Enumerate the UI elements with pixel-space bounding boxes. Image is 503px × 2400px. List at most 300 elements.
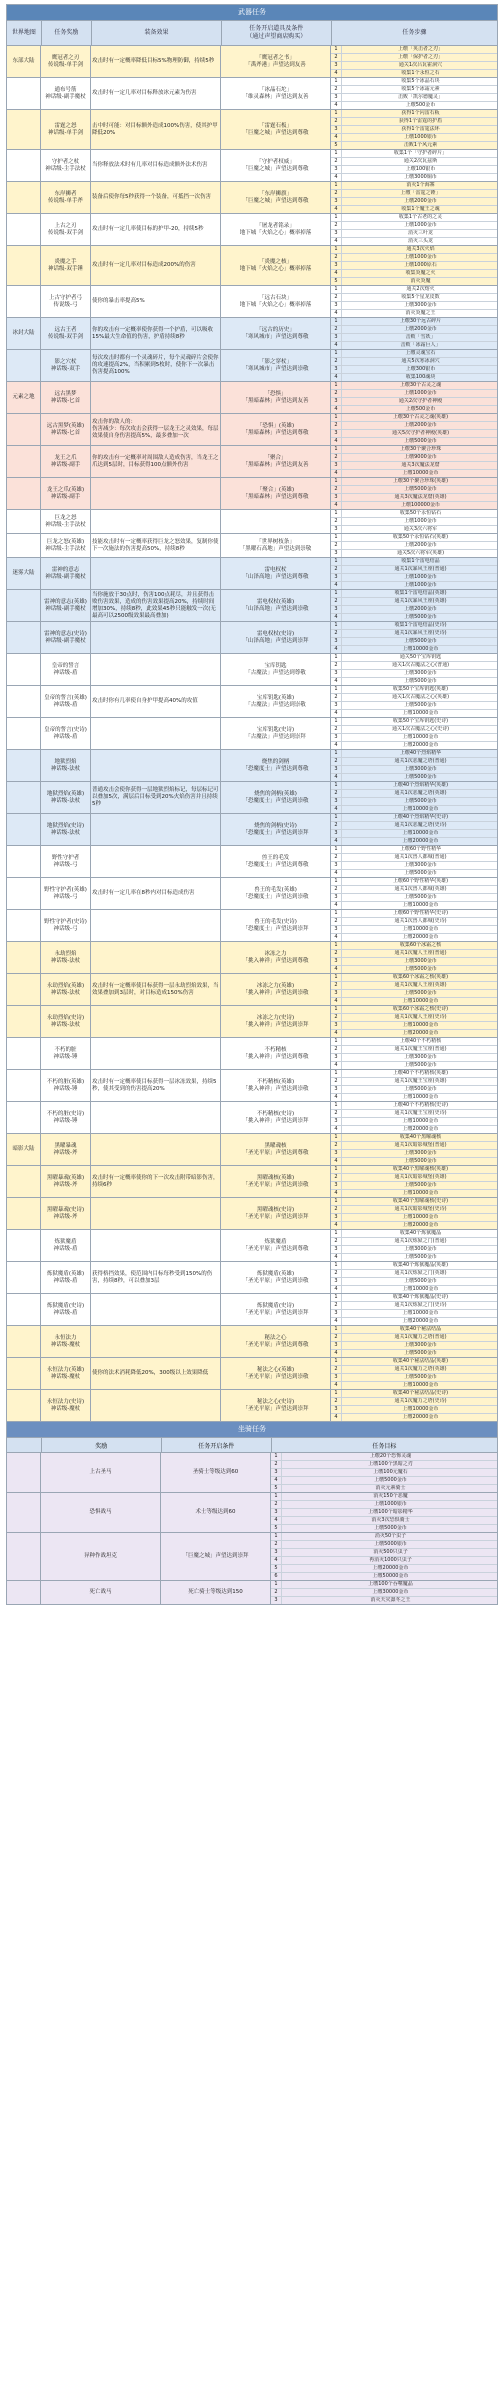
step-text: 上缴5000银币 (374, 1541, 407, 1547)
step-number: 4 (331, 174, 342, 181)
step-item (331, 454, 497, 462)
step-number: 4 (331, 1286, 342, 1293)
step-text: 上缴3000金币 (404, 670, 437, 676)
mount-row (7, 1533, 498, 1581)
effect-cell: 使你的法术消耗降低20%，300级以上效果降低 (91, 1358, 221, 1389)
step-number: 3 (331, 702, 342, 709)
condition-cell: 「冰晶石坨」 「维灵森林」声望达到友善 (221, 78, 331, 109)
step-item (331, 270, 497, 278)
step-number: 1 (331, 478, 342, 485)
world-cell (7, 814, 41, 845)
step-number: 4 (331, 582, 342, 589)
mount-condition-cell: 圣骑士等级达到60 (161, 1453, 271, 1492)
step-text: 上缴100银币 (405, 166, 436, 172)
step-item (331, 1038, 497, 1046)
step-number: 3 (331, 606, 342, 613)
step-item (331, 302, 497, 310)
step-text: 上缴10000金币 (402, 1310, 439, 1316)
step-text: 上缴1000金币 (404, 254, 437, 260)
step-text: 通关5次寒冰洞穴 (401, 358, 440, 364)
step-item (331, 590, 497, 598)
step-number: 3 (331, 462, 342, 469)
world-cell (7, 1102, 41, 1133)
step-number: 4 (331, 1222, 342, 1229)
condition-cell: 秘法之心(史诗) 「圣光平原」声望达到崇拜 (221, 1390, 331, 1421)
steps-cell (331, 150, 498, 181)
step-text: 上缴20个恐怖灵魂 (369, 1453, 412, 1459)
step-text: 获得1个闪雷石板 (401, 110, 440, 116)
reward-cell: 远古黑梦(英雄) 神话级-匕首 (41, 414, 91, 445)
reward-cell: 巨龙之怒(英雄) 神话级-主手法杖 (41, 534, 91, 557)
step-text: 上缴3000金币 (404, 1246, 437, 1252)
step-text: 上缴10000金币 (402, 926, 439, 932)
step-item (331, 574, 497, 582)
condition-cell: 烧焦的剑柄(英雄) 「恐魔度士」声望达到崇敬 (221, 782, 331, 813)
world-cell: 迷雾大陆 (7, 558, 41, 589)
table-row (7, 46, 498, 78)
step-item (331, 326, 497, 334)
step-item (331, 710, 497, 717)
step-number: 4 (331, 678, 342, 685)
step-number: 4 (331, 870, 342, 877)
step-number: 3 (331, 126, 342, 133)
step-text: 上缴5000金币 (404, 798, 437, 804)
step-item (271, 1581, 497, 1589)
reward-cell: 通布号筋 神话级-副手魔杖 (41, 78, 91, 109)
condition-cell: 炼狱魔盾(英雄) 「圣光平原」声望达到崇敬 (221, 1262, 331, 1293)
step-number: 2 (331, 390, 342, 397)
world-cell (7, 910, 41, 941)
step-text: 上缴9000金币 (404, 454, 437, 460)
effect-cell: 每次攻击时都有一个灵魂碎片，每个灵魂碎片会使你的攻速提高2%，当积累到5枚时，使你下一次暴击伤害提高100% (91, 350, 221, 381)
step-text: 上缴30个聚合珍珠(英雄) (392, 478, 449, 484)
step-text: 上缴3000金币 (404, 766, 437, 772)
mount-reward-cell: 上古圣马 (41, 1453, 161, 1492)
condition-cell: 兽王的毛发(史诗) 「恐魔度士」声望达到崇拜 (221, 910, 331, 941)
step-number: 1 (331, 942, 342, 949)
step-item (331, 390, 497, 398)
step-item (331, 1278, 497, 1286)
step-item (331, 550, 497, 557)
step-text: 上缴5000金币 (404, 1350, 437, 1356)
reward-cell: 雷霆之怒 神话级-单手剑 (41, 110, 91, 149)
step-item (271, 1477, 497, 1485)
mount-blank-cell (7, 1493, 41, 1532)
steps-cell (331, 46, 498, 77)
mount-steps-cell (271, 1493, 498, 1532)
effect-cell: 攻击你的敌人的： 伤害减少：每次攻击会获得一层龙王之灵效果，每层效果使自身伤害提高5%，最多叠加一次 (91, 414, 221, 445)
world-cell (7, 1294, 41, 1325)
step-item (331, 46, 497, 54)
effect-cell: 当你释放法术时有几率对目标造成额外法术伤害 (91, 150, 221, 181)
world-cell (7, 942, 41, 973)
step-number: 3 (331, 1118, 342, 1125)
table-row (7, 558, 498, 590)
step-text: 上缴100个黑暗之刃 (368, 1461, 413, 1467)
step-item (331, 918, 497, 926)
step-text: 上缴10000金币 (402, 830, 439, 836)
step-number: 3 (331, 1342, 342, 1349)
step-text: 上缴3000金币 (404, 1150, 437, 1156)
step-item (331, 350, 497, 358)
step-text: 上缴30个远古碎片 (399, 318, 442, 324)
step-item (331, 462, 497, 470)
step-text: 通关1次恶魔之塔(普通) (394, 758, 447, 764)
step-number: 4 (331, 502, 342, 509)
effect-cell: 攻击时有一定几率在8秒内对目标造成伤害 (91, 878, 221, 909)
step-text: 通关1次恶魔之塔(英雄) (394, 790, 447, 796)
step-text: 上缴30个古灵之魂 (399, 382, 442, 388)
effect-cell (91, 1390, 221, 1421)
step-number: 2 (331, 294, 342, 301)
effect-cell: 攻击时有一定几率对目标释放冰元素为伤害 (91, 78, 221, 109)
step-number: 1 (331, 1102, 342, 1109)
step-number: 4 (331, 134, 342, 141)
effect-cell (91, 718, 221, 749)
world-cell (7, 414, 41, 445)
steps-cell (331, 910, 498, 941)
step-text: 上缴3000金币 (404, 1054, 437, 1060)
step-text: 消灭150个恶魔 (373, 1493, 408, 1499)
condition-cell: 「远古石块」 地下城「火焰之心」概率掉落 (221, 286, 331, 317)
reward-cell: 远古黑梦 神话级-匕首 (41, 382, 91, 413)
step-number: 4 (331, 902, 342, 909)
step-item (331, 878, 497, 886)
step-number: 2 (331, 1206, 342, 1213)
step-text: 上缴100个暗影精华 (368, 1509, 413, 1515)
step-text: 上缴10000金币 (402, 1406, 439, 1412)
world-cell: 冰封大陆 (7, 318, 41, 349)
step-text: 收集40个黑曜魂核(英雄) (392, 1166, 449, 1172)
effect-cell (91, 1102, 221, 1133)
mount-reward-cell: 异种作战坦克 (41, 1533, 161, 1580)
step-number: 4 (331, 342, 342, 349)
step-number: 3 (331, 734, 342, 741)
reward-cell: 雷神的意志 神话级-副手魔杖 (41, 558, 91, 589)
steps-cell (331, 878, 498, 909)
step-item (331, 526, 497, 533)
steps-cell (331, 558, 498, 589)
steps-cell (331, 214, 498, 245)
step-item (331, 846, 497, 854)
condition-cell: 不朽精核(史诗) 「挑入神祥」声望达到崇拜 (221, 1102, 331, 1133)
step-number: 3 (331, 1246, 342, 1253)
step-text: 通关2次守护者神殿 (398, 398, 443, 404)
step-text: 上缴40个烈焰精华(英雄) (392, 782, 449, 788)
step-number: 4 (331, 710, 342, 717)
step-text: 上缴灵魂宝石 (405, 350, 436, 356)
condition-cell: 兽王的毛发(英雄) 「恐魔度士」声望达到崇敬 (221, 878, 331, 909)
step-text: 消灭元素骑士 (375, 1485, 406, 1491)
steps-cell (331, 814, 498, 845)
step-text: 通关5次守护者神殿(英雄) (391, 430, 450, 436)
step-number: 4 (331, 438, 342, 445)
effect-cell (91, 846, 221, 877)
step-item (331, 670, 497, 678)
table-row (7, 654, 498, 686)
step-text: 上缴5000金币 (374, 1477, 407, 1483)
step-item (331, 1206, 497, 1214)
reward-cell: 地狱烈焰 神话级-法杖 (41, 750, 91, 781)
step-number: 4 (271, 1477, 282, 1484)
step-number: 4 (331, 470, 342, 477)
mount-steps-cell (271, 1453, 498, 1492)
header-condition: 任务开启道具及条件 （通过声望商店购买） (222, 21, 332, 45)
step-number: 1 (331, 286, 342, 293)
step-text: 上缴40个烈焰精华 (399, 750, 442, 756)
step-number: 4 (331, 1094, 342, 1101)
reward-cell: 雷神的意志(史诗) 神话级-副手魔杖 (41, 622, 91, 653)
step-item (331, 790, 497, 798)
mount-reward-cell: 死亡战马 (41, 1581, 161, 1604)
step-number: 3 (331, 62, 342, 69)
steps-cell (331, 478, 498, 509)
reward-cell: 炼狱魔盾(英雄) 神话级-盾 (41, 1262, 91, 1293)
step-number: 1 (331, 150, 342, 157)
step-item (331, 1318, 497, 1325)
steps-cell (331, 1230, 498, 1261)
step-item (271, 1509, 497, 1517)
table-row (7, 534, 498, 558)
reward-cell: 野性守护者 神话级-弓 (41, 846, 91, 877)
step-item (331, 446, 497, 454)
step-number: 2 (331, 118, 342, 125)
step-item (331, 1374, 497, 1382)
effect-cell: 攻击时有一定几率使目标的护甲-20，持续5秒 (91, 214, 221, 245)
mount-steps-cell (271, 1533, 498, 1580)
table-row (7, 1134, 498, 1166)
step-number: 2 (331, 854, 342, 861)
step-text: 通关3次魔法龙窟(英雄) (394, 494, 447, 500)
condition-cell: 雷电权杖 「山泽高地」声望达到尊敬 (221, 558, 331, 589)
world-cell (7, 1166, 41, 1197)
step-number: 4 (331, 374, 342, 381)
step-text: 上缴300银币 (405, 366, 436, 372)
step-item (331, 422, 497, 430)
step-item (331, 374, 497, 381)
steps-cell (331, 182, 498, 213)
step-item (331, 686, 497, 694)
step-text: 收集5个冰霜元素 (401, 86, 440, 92)
step-number: 4 (331, 1382, 342, 1389)
step-item (331, 430, 497, 438)
step-number: 3 (331, 366, 342, 373)
steps-cell (331, 718, 498, 749)
step-item (331, 1254, 497, 1261)
step-number: 3 (271, 1469, 282, 1476)
table-row (7, 246, 498, 286)
step-text: 上缴1000金币 (404, 574, 437, 580)
table-row (7, 182, 498, 214)
step-item (271, 1525, 497, 1532)
step-item (331, 614, 497, 621)
reward-cell: 上古守护者弓 传说级-弓 (41, 286, 91, 317)
step-item (331, 958, 497, 966)
condition-cell: 不朽精核 「挑入神祥」声望达到尊敬 (221, 1038, 331, 1069)
step-item (271, 1517, 497, 1525)
steps-cell (331, 414, 498, 445)
step-item (331, 1214, 497, 1222)
table-row (7, 510, 498, 534)
step-item (331, 582, 497, 589)
step-item (331, 278, 497, 285)
step-item (331, 998, 497, 1005)
step-number: 1 (331, 1230, 342, 1237)
reward-cell: 皇帝的誓言 神话级-盾 (41, 654, 91, 685)
step-item (331, 558, 497, 566)
step-item (331, 830, 497, 838)
step-number: 5 (331, 278, 342, 285)
steps-cell (331, 534, 498, 557)
table-row (7, 478, 498, 510)
step-number: 1 (331, 878, 342, 885)
step-text: 上缴30个聚合珍珠 (399, 446, 442, 452)
reward-cell: 龙王之爪 神话级-副手 (41, 446, 91, 477)
step-text: 上缴1000原石 (404, 262, 437, 268)
step-text: 击败「雪妖」 (405, 334, 436, 340)
condition-cell: 「鹰冠者之书」 「禹斧港」声望达到友善 (221, 46, 331, 77)
step-item (331, 1198, 497, 1206)
reward-cell: 巨龙之怒 神话级-主手法杖 (41, 510, 91, 533)
effect-cell (91, 1230, 221, 1261)
reward-cell: 雷神的意志(英雄) 神话级-副手魔杖 (41, 590, 91, 621)
step-item (331, 214, 497, 222)
world-cell (7, 622, 41, 653)
effect-cell (91, 1326, 221, 1357)
step-text: 上缴「英击者之刃」 (397, 46, 443, 52)
step-number: 3 (331, 398, 342, 405)
header-reward: 任务奖励 (42, 21, 92, 45)
step-number: 2 (331, 982, 342, 989)
effect-cell (91, 1294, 221, 1325)
condition-cell: 「聚合」 「黑暗森林」声望达到友善 (221, 446, 331, 477)
step-item (331, 470, 497, 477)
step-number: 3 (331, 1086, 342, 1093)
step-item (331, 734, 497, 742)
step-number: 1 (331, 182, 342, 189)
step-text: 上缴2000金币 (404, 422, 437, 428)
table-row (7, 1358, 498, 1390)
table-header (7, 21, 498, 46)
reward-cell: 野性守护者(英雄) 神话级-弓 (41, 878, 91, 909)
step-number: 3 (331, 166, 342, 173)
step-text: 通关1次古魔法之心(英雄) (391, 694, 450, 700)
step-item (331, 1350, 497, 1357)
step-item (331, 910, 497, 918)
step-text: 通关1次炼狱之门(史诗) (394, 1302, 447, 1308)
step-text: 消灭三叶龙 (407, 230, 433, 236)
reward-cell: 永恒法力(史诗) 神话级-魔杖 (41, 1390, 91, 1421)
step-item (331, 950, 497, 958)
step-text: 通关1次魔王宝座(普通) (394, 1046, 447, 1052)
step-text: 上缴50000金币 (372, 1573, 409, 1579)
step-number: 4 (331, 1062, 342, 1069)
steps-cell (331, 1006, 498, 1037)
step-text: 上缴2000金币 (404, 326, 437, 332)
step-number: 1 (331, 350, 342, 357)
step-item (331, 1326, 497, 1334)
table-row (7, 1006, 498, 1038)
step-item (331, 150, 497, 158)
table-row (7, 414, 498, 446)
step-number: 1 (331, 622, 342, 629)
step-text: 通关1次魔人王座(史诗) (394, 1014, 447, 1020)
step-text: 击败「凯尔德魔灵」 (397, 94, 443, 100)
step-text: 上缴10000金币 (402, 1094, 439, 1100)
step-item (331, 134, 497, 142)
step-item (331, 718, 497, 726)
world-cell (7, 246, 41, 285)
step-number: 3 (331, 1054, 342, 1061)
step-number: 1 (331, 814, 342, 821)
step-number: 1 (331, 414, 342, 421)
step-number: 2 (331, 1238, 342, 1245)
step-text: 上缴5000金币 (404, 870, 437, 876)
steps-cell (331, 350, 498, 381)
reward-cell: 地狱烈焰(史诗) 神话级-法杖 (41, 814, 91, 845)
step-item (331, 1262, 497, 1270)
step-number: 1 (331, 590, 342, 597)
step-number: 4 (331, 1190, 342, 1197)
world-cell (7, 654, 41, 685)
step-number: 1 (331, 1358, 342, 1365)
step-text: 收集40个黑曜魂核(史诗) (392, 1198, 449, 1204)
step-item (331, 1174, 497, 1182)
world-cell (7, 510, 41, 533)
step-number: 4 (331, 1126, 342, 1133)
effect-cell (91, 622, 221, 653)
step-item (271, 1573, 497, 1580)
steps-cell (331, 1262, 498, 1293)
step-number: 2 (271, 1501, 282, 1508)
step-item (331, 342, 497, 349)
world-cell (7, 1326, 41, 1357)
step-item (331, 1158, 497, 1165)
step-number: 1 (331, 1070, 342, 1077)
step-text: 收集50个宝库钥匙(英雄) (392, 686, 449, 692)
step-item (331, 1358, 497, 1366)
steps-cell (331, 110, 498, 149)
step-text: 上缴10000金币 (402, 806, 439, 812)
step-item (331, 742, 497, 749)
reward-cell: 皇帝的誓言(史诗) 神话级-盾 (41, 718, 91, 749)
reward-cell: 黑曜暴魂(史诗) 神话级-斧 (41, 1198, 91, 1229)
step-number: 2 (331, 86, 342, 93)
condition-cell: 黑曜魂核 「圣光平原」声望达到尊敬 (221, 1134, 331, 1165)
step-item (331, 542, 497, 550)
condition-cell: 「炎魔之核」 地下城「火焰之心」概率掉落 (221, 246, 331, 285)
step-number: 3 (331, 94, 342, 101)
table-row (7, 150, 498, 182)
steps-cell (331, 622, 498, 653)
step-number: 3 (331, 830, 342, 837)
effect-cell (91, 1198, 221, 1229)
step-number: 2 (331, 1398, 342, 1405)
step-number: 4 (271, 1517, 282, 1524)
world-cell (7, 718, 41, 749)
step-number: 2 (331, 918, 342, 925)
step-text: 上缴3000金币 (404, 862, 437, 868)
condition-cell: 「恐惧」 「黑暗森林」声望达到友善 (221, 382, 331, 413)
step-item (331, 694, 497, 702)
condition-cell: 「屠龙者铭录」 地下城「火焰之心」概率掉落 (221, 214, 331, 245)
step-text: 上缴1000银币 (374, 1501, 407, 1507)
step-item (331, 478, 497, 486)
step-number: 1 (331, 718, 342, 725)
world-cell (7, 110, 41, 149)
step-number: 1 (271, 1581, 282, 1588)
table-row (7, 846, 498, 878)
